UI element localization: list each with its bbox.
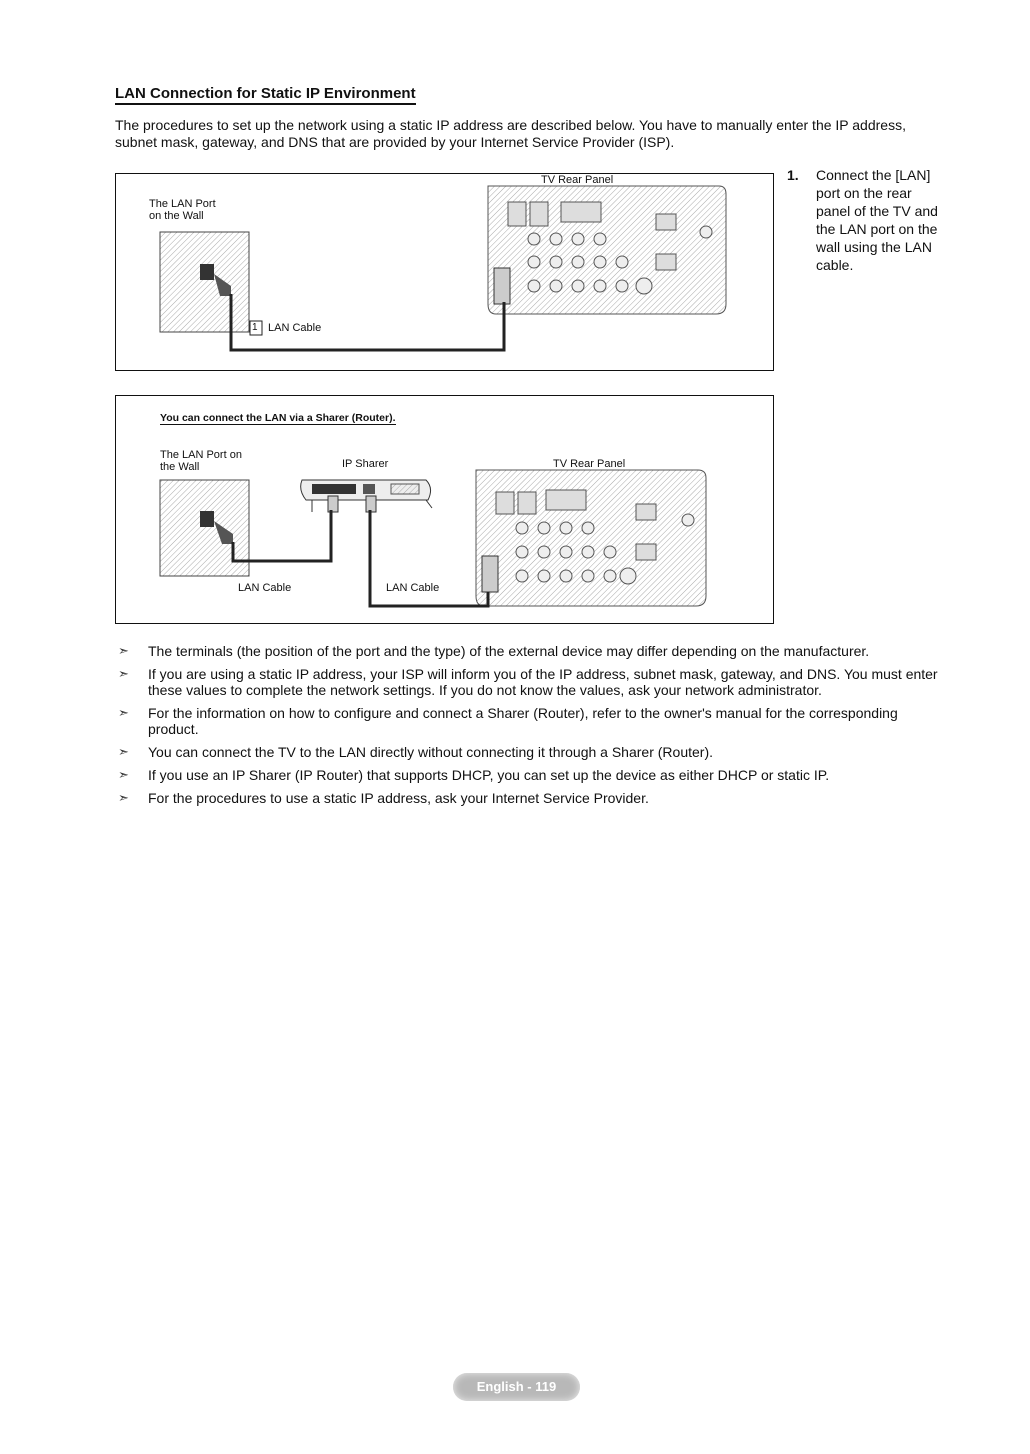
note-arrow-icon: ➣ <box>118 744 129 759</box>
figure-direct-connection <box>115 173 774 371</box>
note-text: The terminals (the position of the port and the type) of the external device may differ depending on the manufacturer. <box>148 643 870 659</box>
tv-rear-panel-label: TV Rear Panel <box>553 458 626 470</box>
note-item <box>118 767 938 783</box>
note-item <box>118 744 938 760</box>
figure-sharer-connection <box>115 395 774 624</box>
tv-rear-panel-label: TV Rear Panel <box>541 174 614 186</box>
tv-lan-port-icon <box>482 556 498 592</box>
ip-sharer-label: IP Sharer <box>342 458 389 470</box>
lan-port-wall-label: The LAN Port on the Wall <box>149 198 216 222</box>
tv-lan-port-icon <box>494 268 510 304</box>
sharer-note: You can connect the LAN via a Sharer (Router). <box>160 412 396 424</box>
cable-number: 1 <box>252 322 258 333</box>
lan-cable-1-label: LAN Cable <box>238 582 292 594</box>
section-title: LAN Connection for Static IP Environment <box>115 85 416 105</box>
wall-lan-port-icon <box>200 511 214 527</box>
note-arrow-icon: ➣ <box>118 705 129 720</box>
tv-rear-panel-icon <box>476 470 706 606</box>
intro-paragraph: The procedures to set up the network using a static IP address are described below. You have to manually enter the IP address, subnet mask, gateway, and DNS that are provided by your Internet Service Provider (ISP). <box>115 117 906 150</box>
note-text: If you use an IP Sharer (IP Router) that supports DHCP, you can set up the device as either DHCP or static IP. <box>148 767 830 783</box>
step-text: Connect the [LAN] port on the rear panel of the TV and the LAN port on the wall using the LAN cable. <box>816 167 938 273</box>
note-item <box>118 790 938 806</box>
note-arrow-icon: ➣ <box>118 790 129 805</box>
note-arrow-icon: ➣ <box>118 767 129 782</box>
step-number: 1. <box>787 167 799 183</box>
wall-outlet-icon <box>160 232 249 332</box>
sharer-connection-illustration <box>116 396 773 623</box>
lan-cable-2-label: LAN Cable <box>386 582 440 594</box>
note-arrow-icon: ➣ <box>118 666 129 681</box>
note-text: For the procedures to use a static IP address, ask your Internet Service Provider. <box>148 790 649 806</box>
note-item <box>118 666 938 698</box>
note-item <box>118 643 938 659</box>
note-text: You can connect the TV to the LAN directly without connecting it through a Sharer (Router). <box>148 744 713 760</box>
wall-lan-port-icon <box>200 264 214 280</box>
lan-cable-label: LAN Cable <box>268 322 322 334</box>
note-item <box>118 705 938 737</box>
note-arrow-icon: ➣ <box>118 643 129 658</box>
notes-list <box>118 643 938 813</box>
lan-port-wall-label: The LAN Port on the Wall <box>160 449 242 473</box>
note-text: For the information on how to configure and connect a Sharer (Router), refer to the owner's manual for the corresponding product. <box>148 705 898 737</box>
page-footer: English - 119 <box>453 1373 580 1401</box>
note-text: If you are using a static IP address, your ISP will inform you of the IP address, subnet mask, gateway, and DNS. You must enter these values to complete the network settings. If you do not know the values, ask your network administrator. <box>148 666 938 698</box>
